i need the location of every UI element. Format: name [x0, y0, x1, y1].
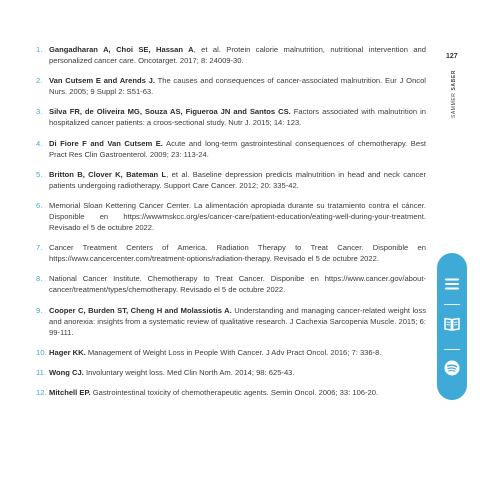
reference-authors: Hager KK. [49, 347, 86, 357]
reference-item [36, 347, 426, 358]
reference-item [36, 305, 426, 338]
brand-bold: SABER [451, 70, 457, 91]
reference-number: 1. [36, 45, 43, 54]
sidebar-divider [444, 304, 460, 305]
reference-text: Factors associated with malnutrition in hospitalized cancer patients: a croos-sectional study. Nutr J. 2015; 14: 123. [49, 107, 426, 128]
reference-item [36, 367, 426, 378]
reference-item [36, 387, 426, 398]
reference-authors: Wong CJ. [49, 367, 84, 377]
reference-item [36, 200, 426, 233]
reference-text: Cancer Treatment Centers of America. Radiation Therapy to Treat Cancer. Disponible en https://www.cancercenter.com/treatment-options/radiation-therapy. Revisado el 5 de octubre 2022. [49, 243, 426, 264]
reference-text: , et al. Baseline depression predicts malnutrition in head and neck cancer patients undergoing radiotherapy. Support Care Cancer. 2012; 20: 335-42. [49, 169, 426, 190]
reference-authors: Cooper C, Burden ST, Cheng H and Molassiotis A. [49, 305, 232, 315]
reference-text: Acute and long-term gastrointestinal consequences of chemotherapy. Best Pract Res Clin Gastroenterol. 2009; 23: 113-24. [49, 138, 426, 159]
side-navigation-bar [437, 253, 467, 400]
reference-item [36, 273, 426, 295]
reference-number: 10. [36, 347, 47, 357]
reference-item [36, 169, 426, 191]
reference-item [36, 106, 426, 128]
reference-number: 11. [36, 367, 46, 377]
reference-item [36, 242, 426, 264]
sidebar-divider [444, 349, 460, 350]
reference-number: 8. [36, 274, 43, 284]
menu-icon[interactable] [443, 275, 461, 293]
reference-text: Involuntary weight loss. Med Clin North Am. 2014; 98: 625-43. [83, 367, 295, 377]
reference-authors: Silva FR, de Oliveira MG, Souza AS, Figueroa JN and Santos CS. [49, 107, 291, 117]
reference-authors: Gangadharan A, Choi SE, Hassan A [49, 45, 194, 54]
reference-text: Understanding and managing cancer-related weight loss and anorexia: insights from a systematic review of qualitative research. J Cachexia Sarcopenia Muscle. 2015; 6: 99-111. [49, 305, 426, 337]
reference-authors: Britton B, Clover K, Bateman L [49, 169, 167, 179]
reference-text: Memorial Sloan Kettering Cancer Center. La alimentación apropiada durante su tratamiento contra el cáncer. Disponible en https://wwwmskcc.org/es/cancer-care/patient-education/eating-well-during-your-treatment. Revisado el 5 de octubre 2022. [49, 200, 426, 232]
reference-number: 5. [36, 169, 43, 179]
spotify-icon[interactable] [443, 359, 461, 377]
page-number: 127 [446, 53, 458, 60]
reference-list [36, 44, 426, 407]
reference-number: 2. [36, 76, 43, 86]
reference-item [36, 44, 426, 66]
reference-text: The causes and consequences of cancer-associated malnutrition. Eur J Oncol Nurs. 2005; 9 Suppl 2: S51-63. [49, 76, 426, 97]
reference-number: 6. [36, 200, 43, 210]
book-icon[interactable] [443, 315, 461, 333]
reference-item [36, 75, 426, 97]
reference-number: 7. [36, 243, 43, 253]
reference-number: 3. [36, 107, 43, 117]
reference-text: , et al. Protein calorie malnutrition, nutritional intervention and personalized cancer care. Oncotarget. 2017; 8: 24009-30. [49, 45, 426, 65]
reference-authors: Mitchell EP. [49, 388, 91, 398]
brand-vertical [451, 70, 457, 118]
reference-item [36, 138, 426, 160]
reference-number: 9. [36, 305, 43, 315]
reference-authors: Di Fiore F and Van Cutsem E. [49, 138, 163, 148]
reference-number: 12. [36, 388, 47, 398]
brand-light: SAMMER [451, 90, 457, 119]
reference-number: 4. [36, 138, 43, 148]
reference-authors: Van Cutsem E and Arends J. [49, 76, 155, 86]
reference-text: Management of Weight Loss in People With Cancer. J Adv Pract Oncol. 2016; 7: 336-8. [85, 347, 382, 357]
reference-text: National Cancer Institute. Chemotherapy to Treat Cancer. Disponibe en https://www.cancer.gov/about-cancer/treatment/types/chemotherapy. Revisado el 5 de octubre 2022. [49, 274, 426, 295]
reference-text: Gastrointestinal toxicity of chemotherapeutic agents. Semin Oncol. 2006; 33: 106-20. [90, 388, 379, 398]
